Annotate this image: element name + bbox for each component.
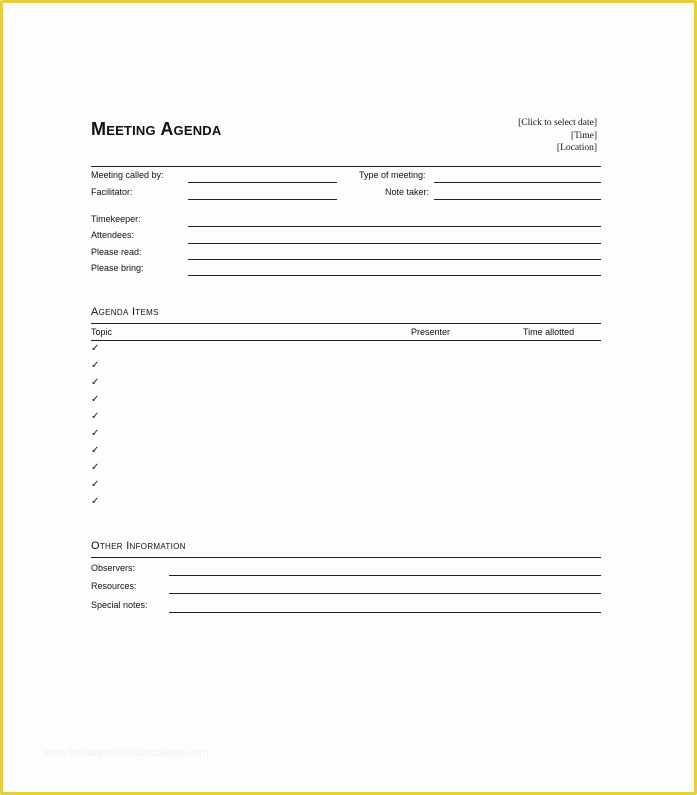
resources-label: Resources: xyxy=(91,581,137,591)
agenda-divider xyxy=(91,323,601,324)
special-notes-label: Special notes: xyxy=(91,600,148,610)
timekeeper-label: Timekeeper: xyxy=(91,214,141,224)
agenda-item-check[interactable]: ✓ xyxy=(91,428,100,439)
meeting-called-by-field[interactable] xyxy=(188,182,337,183)
type-of-meeting-label: Type of meeting: xyxy=(359,170,426,180)
page-title: Meeting Agenda xyxy=(91,119,222,139)
agenda-item-check[interactable]: ✓ xyxy=(91,394,100,405)
agenda-item-check[interactable]: ✓ xyxy=(91,377,100,388)
timekeeper-field[interactable] xyxy=(188,226,601,227)
watermark: www.heritagechristiancollege.com xyxy=(43,747,209,759)
agenda-items-heading: Agenda Items xyxy=(91,306,159,318)
time-allotted-column-header: Time allotted xyxy=(523,327,575,337)
note-taker-label: Note taker: xyxy=(385,187,430,197)
agenda-item-check[interactable]: ✓ xyxy=(91,462,100,473)
other-information-heading: Other Information xyxy=(91,540,186,552)
agenda-item-check[interactable]: ✓ xyxy=(91,360,100,371)
please-read-label: Please read: xyxy=(91,247,142,257)
header-meta xyxy=(518,117,597,155)
presenter-column-header: Presenter xyxy=(411,327,451,337)
agenda-item-check[interactable]: ✓ xyxy=(91,496,100,507)
date-field[interactable]: [Click to select date] xyxy=(518,118,597,128)
other-information-divider xyxy=(91,557,601,558)
time-field[interactable]: [Time] xyxy=(570,130,597,141)
meeting-called-by-label: Meeting called by: xyxy=(91,170,164,180)
topic-column-header: Topic xyxy=(91,327,113,337)
please-bring-label: Please bring: xyxy=(91,263,144,273)
agenda-item-check[interactable]: ✓ xyxy=(91,411,100,422)
resources-field[interactable] xyxy=(169,593,601,594)
special-notes-field[interactable] xyxy=(169,612,601,613)
note-taker-field[interactable] xyxy=(434,199,601,200)
attendees-field[interactable] xyxy=(188,243,601,244)
please-bring-field[interactable] xyxy=(188,275,601,276)
location-field[interactable]: [Location] xyxy=(556,143,597,153)
header-divider xyxy=(91,166,601,167)
attendees-label: Attendees: xyxy=(91,230,135,240)
type-of-meeting-field[interactable] xyxy=(434,182,601,183)
observers-field[interactable] xyxy=(169,575,601,576)
please-read-field[interactable] xyxy=(188,259,601,260)
column-header-divider xyxy=(91,340,601,341)
facilitator-field[interactable] xyxy=(188,199,337,200)
agenda-item-check[interactable]: ✓ xyxy=(91,479,100,490)
facilitator-label: Facilitator: xyxy=(91,187,133,197)
agenda-item-check[interactable]: ✓ xyxy=(91,445,100,456)
agenda-item-check[interactable]: ✓ xyxy=(91,343,100,354)
observers-label: Observers: xyxy=(91,563,136,573)
